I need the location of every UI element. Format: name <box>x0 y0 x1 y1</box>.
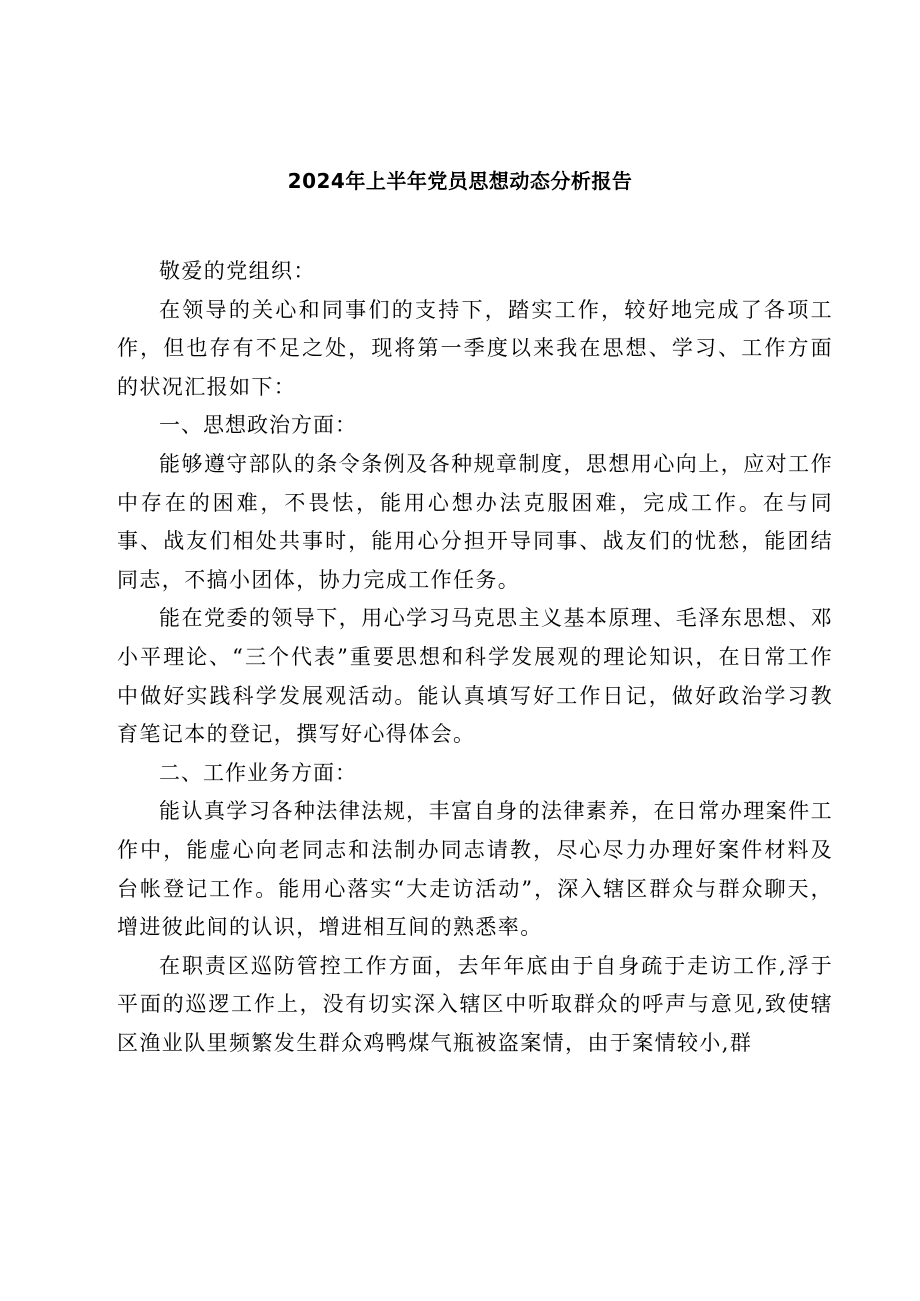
salutation: 敬爱的党组织： <box>159 259 316 283</box>
paragraph-ideology-1: 能够遵守部队的条令条例及各种规章制度，思想用心向上，应对工作中存在的困难，不畏怯，能用心想办法克服困难，完成工作。在与同事、战友们相处共事时，能用心分担开导同事、战友们的忧愁，能团结同志，不搞小团体，协力完成工作任务。 <box>117 451 833 592</box>
paragraph-work-1: 能认真学习各种法律法规，丰富自身的法律素养，在日常办理案件工作中，能虚心向老同志和法制办同志请教，尽心尽力办理好案件材料及台帐登记工作。能用心落实“大走访活动”，深入辖区群众与群众聊天，增进彼此间的认识，增进相互间的熟悉率。 <box>117 799 833 940</box>
document-body <box>117 252 833 1062</box>
document-title: 2024年上半年党员思想动态分析报告 <box>287 169 633 193</box>
section-heading-work: 二、工作业务方面： <box>159 760 357 785</box>
intro-paragraph: 在领导的关心和同事们的支持下，踏实工作，较好地完成了各项工作，但也存有不足之处，现将第一季度以来我在思想、学习、工作方面的状况汇报如下： <box>117 297 833 399</box>
section-heading-ideology: 一、思想政治方面： <box>159 413 357 438</box>
paragraph-ideology-2: 能在党委的领导下，用心学习马克思主义基本原理、毛泽东思想、邓小平理论、“三个代表”重要思想和科学发展观的理论知识，在日常工作中做好实践科学发展观活动。能认真填写好工作日记，做好政治学习教育笔记本的登记，撰写好心得体会。 <box>117 606 833 747</box>
paragraph-work-2: 在职责区巡防管控工作方面，去年年底由于自身疏于走访工作,浮于平面的巡逻工作上，没有切实深入辖区中听取群众的呼声与意见,致使辖区渔业队里频繁发生群众鸡鸭煤气瓶被盗案情，由于案情较小,群 <box>117 953 833 1055</box>
